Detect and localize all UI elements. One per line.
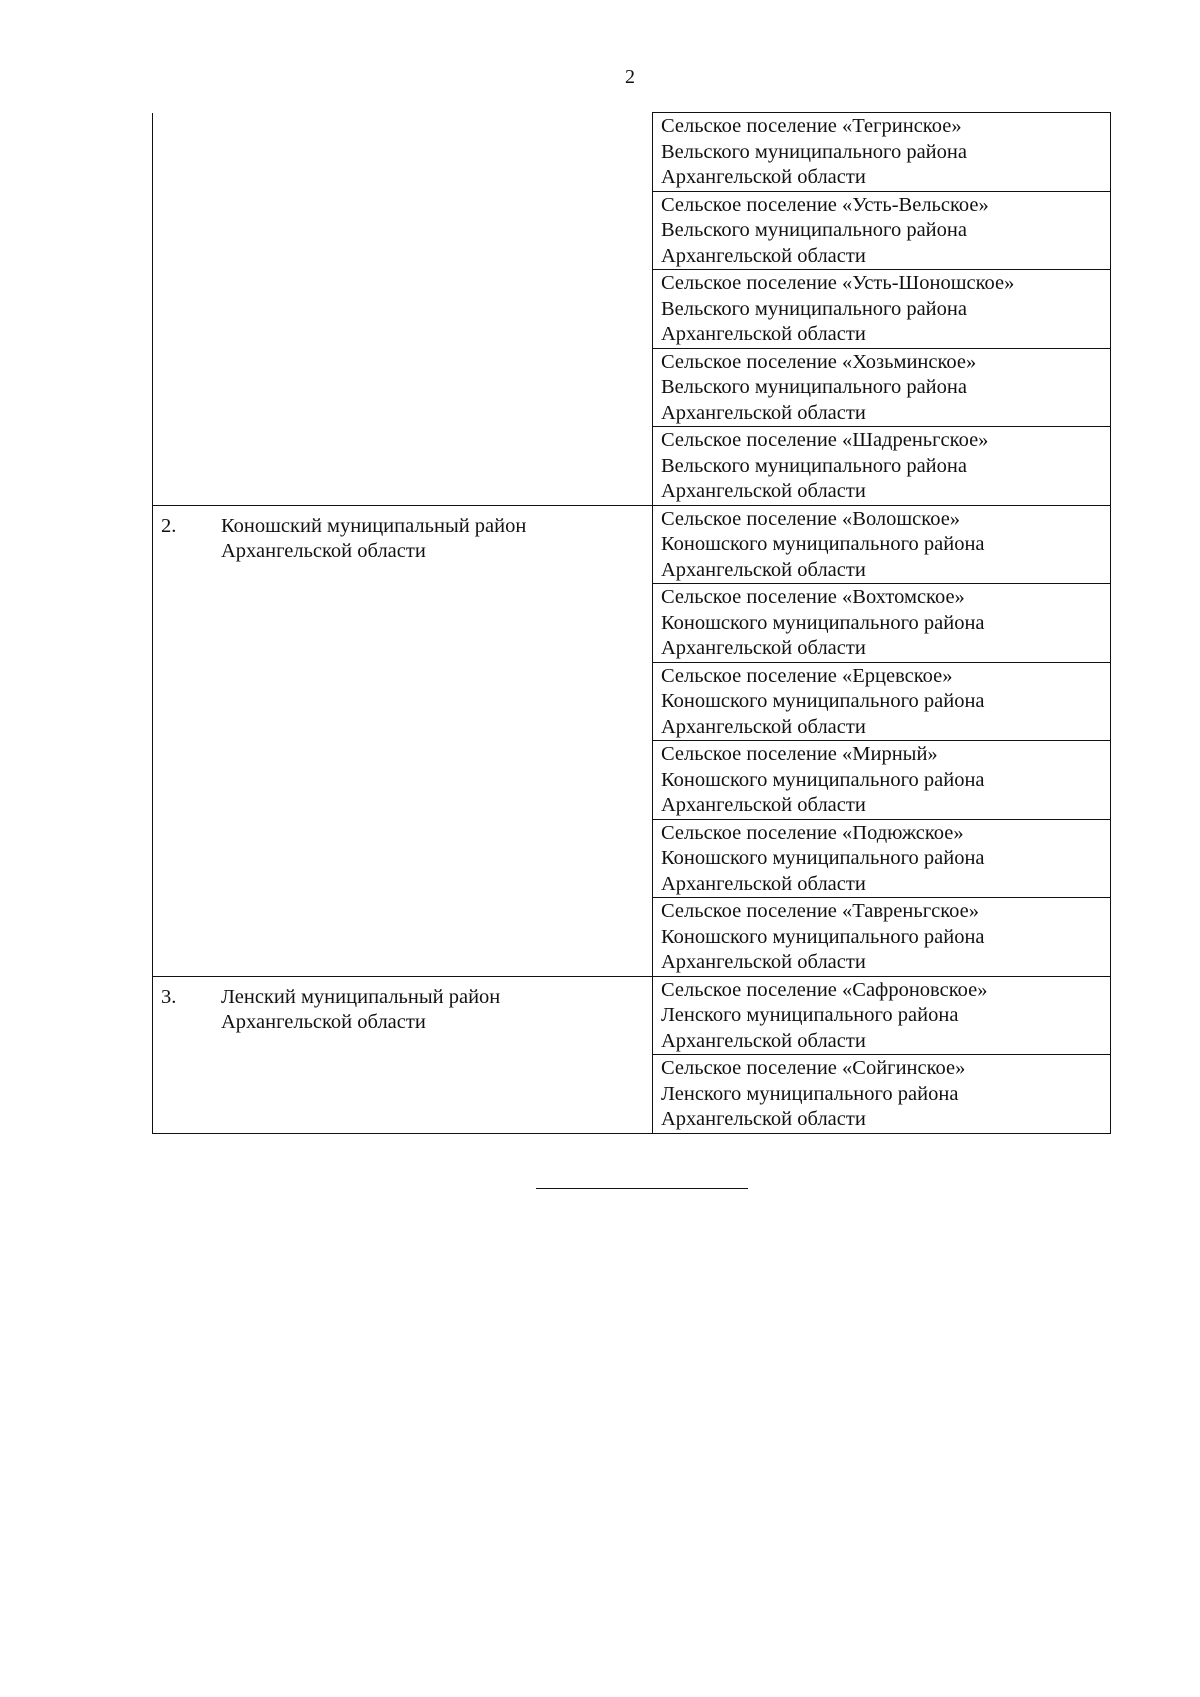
settlement-line: Архангельской области — [661, 715, 866, 738]
settlement-cell — [653, 662, 1111, 741]
settlement-line: Архангельской области — [661, 1029, 866, 1052]
settlement-line: Ленского муниципального района — [661, 1082, 959, 1105]
district-entry — [153, 506, 652, 565]
settlement-entry — [653, 977, 1110, 1055]
settlement-entry — [653, 1055, 1110, 1133]
settlement-line: Сельское поселение «Тавреньгское» — [661, 900, 980, 922]
settlement-line: Архангельской области — [661, 323, 866, 345]
settlement-line: Сельское поселение «Мирный» — [661, 743, 938, 765]
settlements-table — [152, 112, 1111, 1134]
settlement-cell — [653, 741, 1111, 820]
settlement-line: Вельского муниципального района — [661, 219, 967, 241]
settlement-line: Коношского муниципального района — [661, 925, 985, 948]
settlement-line: Коношского муниципального района — [661, 847, 985, 869]
page-number: 2 — [625, 66, 635, 88]
settlement-line: Сельское поселение «Усть-Шоношское» — [661, 272, 1015, 294]
settlement-line: Архангельской области — [661, 951, 866, 973]
district-entry — [153, 977, 652, 1036]
settlement-line: Сельское поселение «Подюжское» — [661, 821, 964, 844]
district-name — [221, 985, 652, 1036]
settlement-line: Архангельской области — [661, 1108, 866, 1130]
settlement-entry — [653, 898, 1110, 976]
settlement-entry — [653, 663, 1110, 741]
settlement-line: Коношского муниципального района — [661, 690, 985, 712]
settlement-entry — [653, 820, 1110, 898]
settlement-entry — [653, 741, 1110, 819]
settlement-entry — [653, 113, 1110, 191]
district-name-line: Ленский муниципальный район — [221, 985, 501, 1008]
settlement-entry — [653, 506, 1110, 584]
settlement-line: Сельское поселение «Шадреньгское» — [661, 429, 989, 451]
settlement-cell — [653, 505, 1111, 584]
settlement-cell — [653, 819, 1111, 898]
settlement-line: Вельского муниципального района — [661, 297, 967, 320]
settlement-cell — [653, 270, 1111, 349]
settlement-entry — [653, 192, 1110, 270]
district-name-line: Архангельской области — [221, 1011, 426, 1033]
settlement-entry — [653, 349, 1110, 427]
settlement-cell — [653, 584, 1111, 663]
district-entry — [153, 113, 652, 121]
settlement-line: Архангельской области — [661, 872, 866, 895]
settlement-cell — [653, 113, 1111, 192]
settlement-cell — [653, 1055, 1111, 1134]
end-of-document-line — [536, 1188, 748, 1189]
settlement-line: Вельского муниципального района — [661, 140, 967, 163]
table-row — [153, 113, 1111, 192]
settlement-line: Коношского муниципального района — [661, 768, 985, 791]
settlement-line: Ленского муниципального района — [661, 1004, 959, 1026]
district-name — [221, 514, 652, 565]
settlement-cell — [653, 348, 1111, 427]
district-name-line: Архангельской области — [221, 540, 426, 562]
settlement-line: Архангельской области — [661, 401, 866, 424]
district-cell — [153, 505, 653, 976]
settlements-table-body — [153, 113, 1111, 1134]
settlement-line: Архангельской области — [661, 794, 866, 816]
settlement-cell — [653, 898, 1111, 977]
settlement-entry — [653, 270, 1110, 348]
settlement-line: Архангельской области — [661, 480, 866, 502]
settlement-line: Сельское поселение «Вохтомское» — [661, 586, 965, 608]
settlement-line: Архангельской области — [661, 558, 866, 581]
settlement-line: Сельское поселение «Ерцевское» — [661, 664, 953, 687]
district-name-line: Коношский муниципальный район — [221, 514, 527, 537]
settlement-line: Сельское поселение «Сойгинское» — [661, 1057, 966, 1079]
settlement-line: Коношского муниципального района — [661, 611, 985, 634]
table-row — [153, 505, 1111, 584]
settlement-entry — [653, 584, 1110, 662]
district-number: 2. — [161, 514, 177, 537]
settlement-line: Сельское поселение «Волошское» — [661, 507, 961, 530]
settlement-line: Сельское поселение «Усть-Вельское» — [661, 193, 989, 216]
settlement-cell — [653, 427, 1111, 506]
settlement-cell — [653, 976, 1111, 1055]
settlement-line: Вельского муниципального района — [661, 454, 967, 477]
table-row — [153, 976, 1111, 1055]
settlement-line: Архангельской области — [661, 166, 866, 188]
district-cell — [153, 976, 653, 1133]
district-number: 3. — [161, 985, 177, 1008]
settlement-line: Архангельской области — [661, 244, 866, 267]
settlement-entry — [653, 427, 1110, 505]
settlement-line: Вельского муниципального района — [661, 376, 967, 398]
settlement-line: Архангельской области — [661, 637, 866, 659]
settlement-line: Сельское поселение «Сафроновское» — [661, 978, 988, 1001]
district-cell — [153, 113, 653, 506]
settlement-line: Сельское поселение «Хозьминское» — [661, 350, 977, 373]
settlement-cell — [653, 191, 1111, 270]
settlement-line: Сельское поселение «Тегринское» — [661, 115, 962, 137]
settlement-line: Коношского муниципального района — [661, 533, 985, 555]
